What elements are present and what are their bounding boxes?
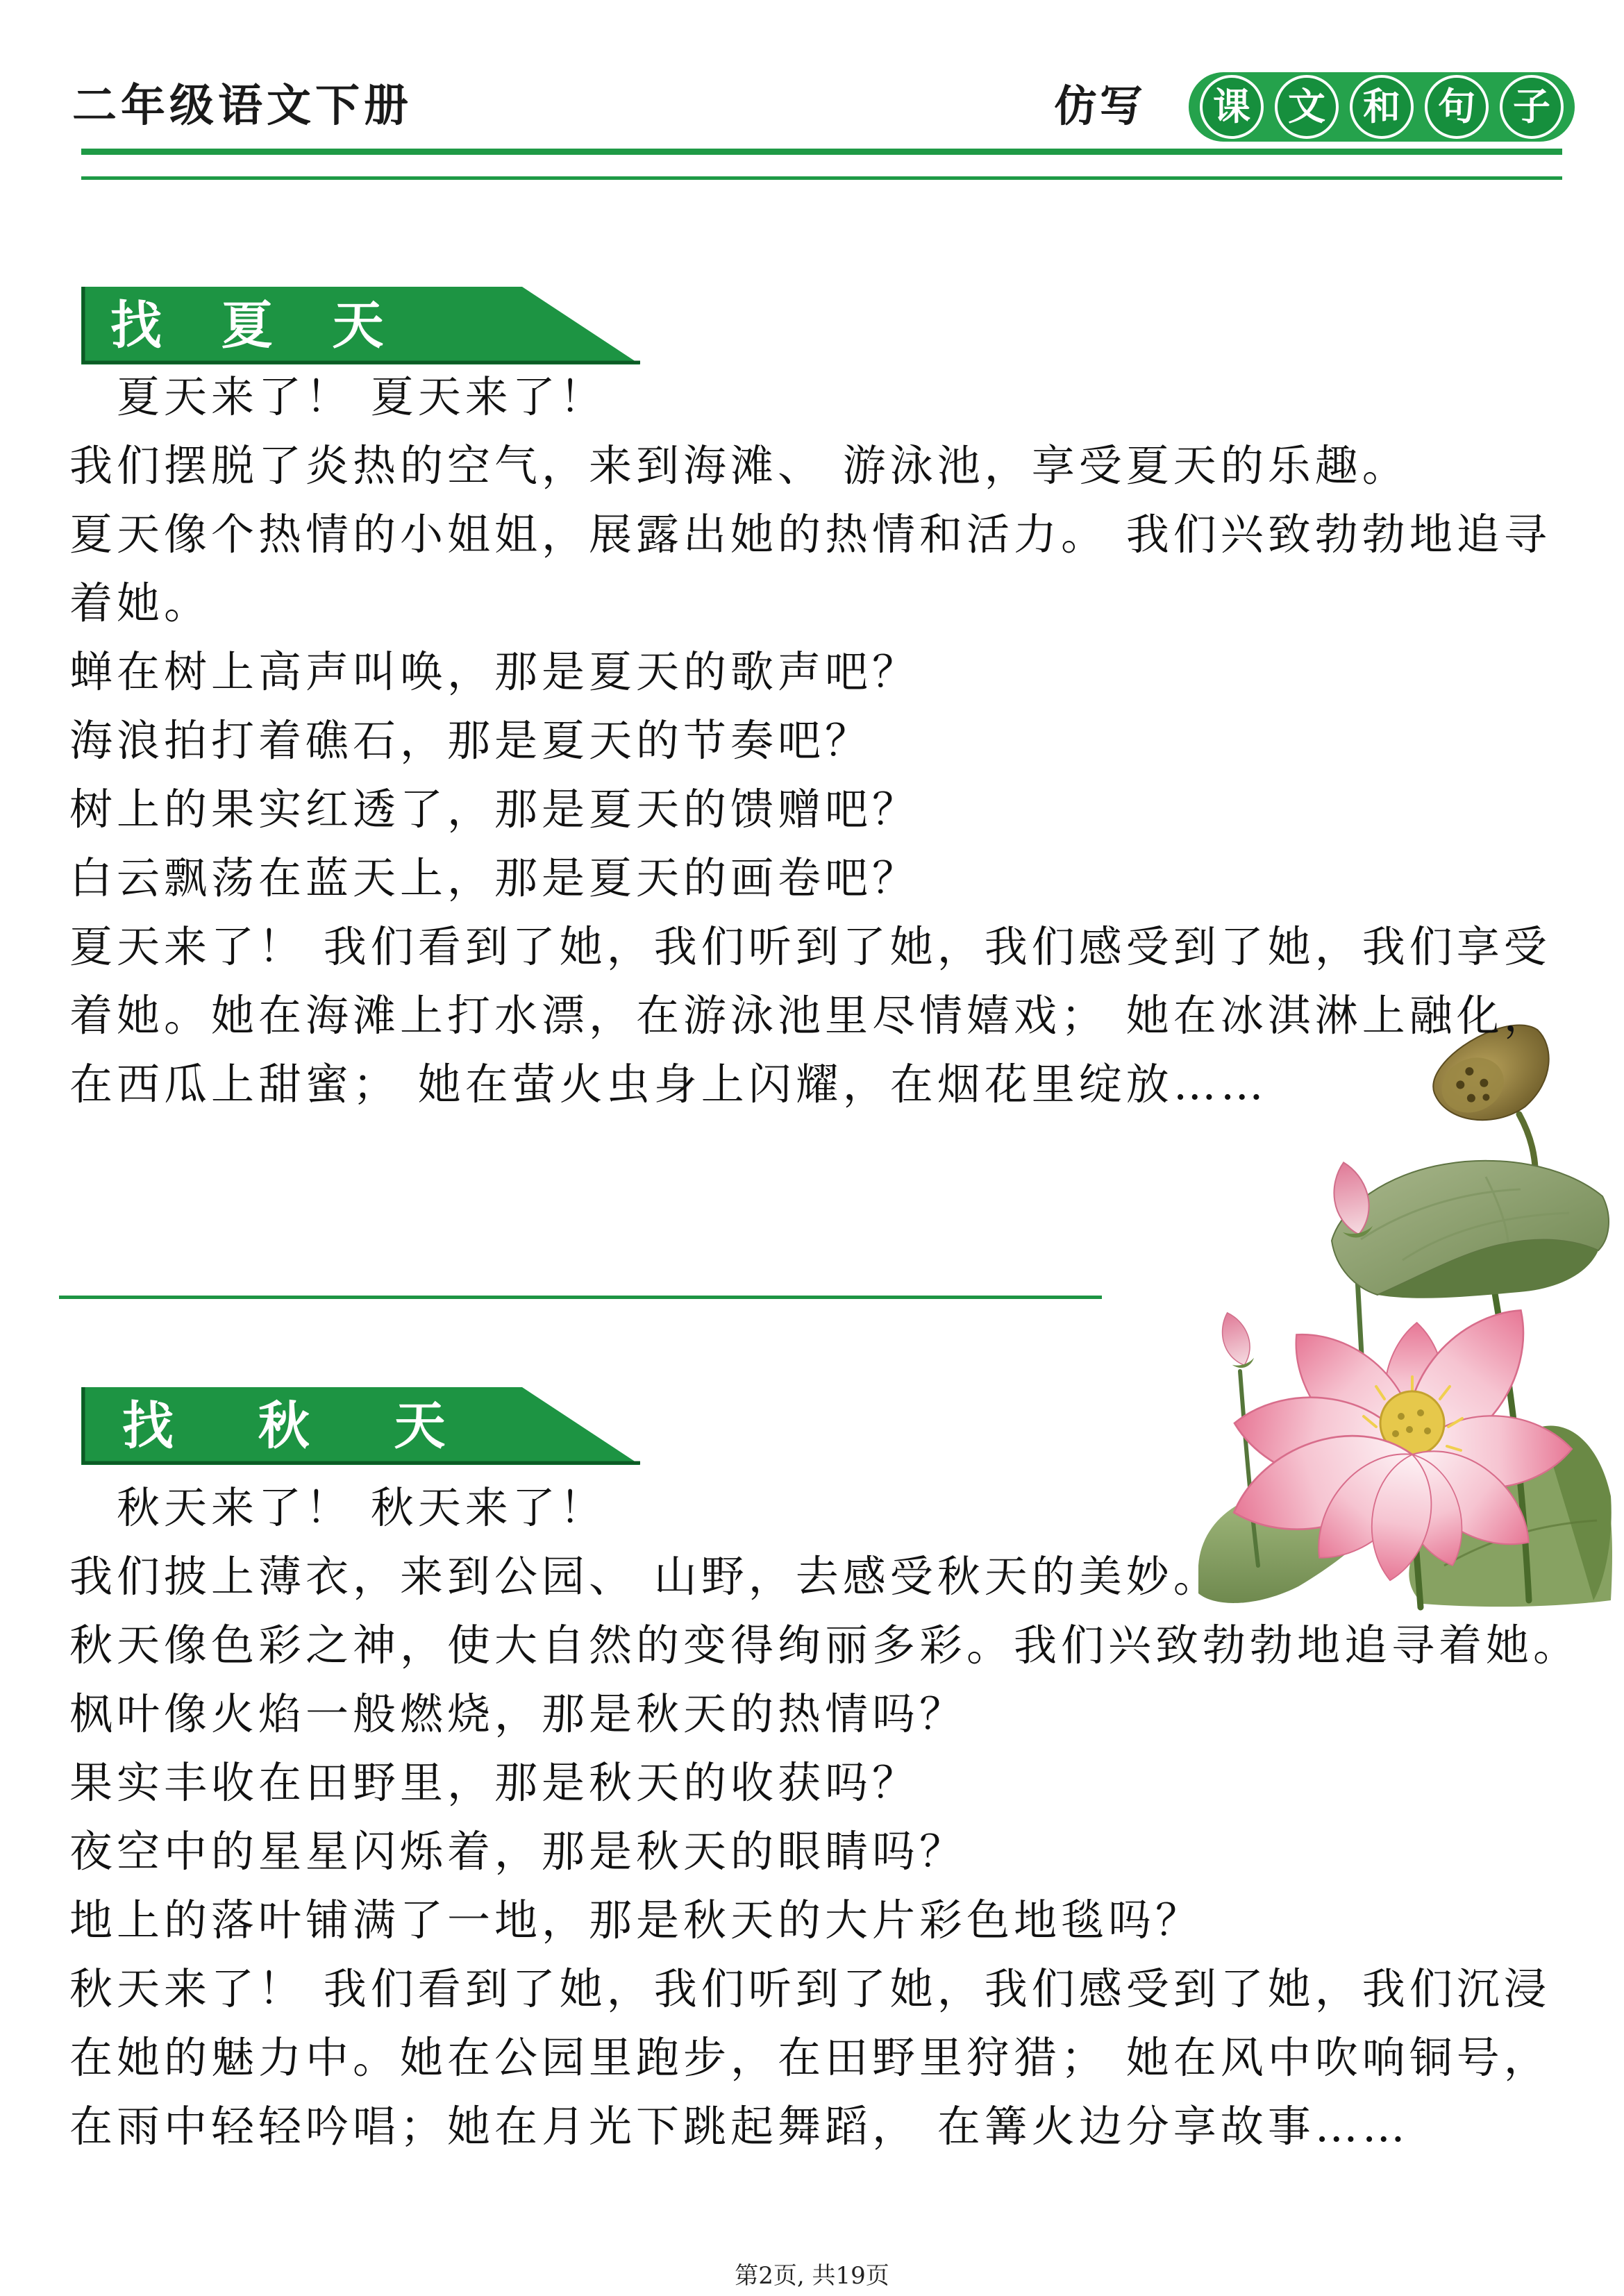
- section-paragraph: 白云飘荡在蓝天上，那是夏天的画卷吧？: [69, 853, 920, 903]
- section-divider: [59, 1296, 1102, 1299]
- section-paragraph: 我们摆脱了炎热的空气，来到海滩、 游泳池，享受夏天的乐趣。: [69, 440, 1409, 491]
- badge-char: 课: [1200, 75, 1264, 139]
- section-body-autumn: [69, 1473, 1583, 2161]
- topic-badge: [1189, 72, 1575, 142]
- section-body-summer: [69, 362, 1583, 1118]
- badge-char: 文: [1275, 75, 1339, 139]
- section-paragraph: 秋天像色彩之神，使大自然的变得绚丽多彩。我们兴致勃勃地追寻着她。: [69, 1620, 1581, 1670]
- section-paragraph: 夏天像个热情的小姐姐，展露出她的热情和活力。 我们兴致勃勃地追寻着她。: [69, 509, 1551, 628]
- section-title: 找 夏 天: [110, 296, 405, 355]
- header-rule-thick: [81, 149, 1562, 155]
- section-paragraph: 夜空中的星星闪烁着，那是秋天的眼睛吗？: [69, 1826, 967, 1877]
- header-rule-thin: [81, 176, 1562, 180]
- exercise-type: 仿写: [1054, 81, 1146, 131]
- badge-char: 句: [1425, 75, 1489, 139]
- page-number: 第2页, 共19页: [735, 2262, 889, 2290]
- lotus-leaf-upper: [1332, 1161, 1609, 1298]
- section-paragraph: 蝉在树上高声叫唤，那是夏天的歌声吧？: [69, 646, 920, 697]
- section-paragraph: 树上的果实红透了，那是夏天的馈赠吧？: [69, 784, 920, 835]
- badge-char: 子: [1500, 75, 1564, 139]
- section-banner-summer: [81, 287, 644, 364]
- section-paragraph: 果实丰收在田野里，那是秋天的收获吗？: [69, 1757, 920, 1808]
- section-paragraph: 枫叶像火焰一般燃烧，那是秋天的热情吗？: [69, 1689, 967, 1739]
- section-paragraph: 夏天来了！ 我们看到了她，我们听到了她，我们感受到了她，我们享受着她。她在海滩上打水漂，在游泳池里尽情嬉戏； 她在冰淇淋上融化，在西瓜上甜蜜； 她在萤火虫身上闪耀，在烟花里绽放……: [69, 921, 1551, 1109]
- badge-char: 和: [1350, 75, 1414, 139]
- grade-title: 二年级语文下册: [72, 81, 412, 132]
- section-title: 找 秋 天: [122, 1396, 479, 1456]
- section-paragraph: 地上的落叶铺满了一地，那是秋天的大片彩色地毯吗？: [69, 1895, 1203, 1945]
- section-paragraph: 夏天来了！ 夏天来了！: [117, 371, 607, 422]
- section-banner-autumn: [81, 1387, 644, 1465]
- section-paragraph: 我们披上薄衣，来到公园、 山野，去感受秋天的美妙。: [69, 1551, 1221, 1602]
- section-paragraph: 秋天来了！ 我们看到了她，我们听到了她，我们感受到了她，我们沉浸在她的魅力中。她在公园里跑步，在田野里狩猎； 她在风中吹响铜号，在雨中轻轻吟唱；她在月光下跳起舞蹈， 在篝火边分享故事……: [69, 1963, 1551, 2152]
- section-paragraph: 海浪拍打着礁石，那是夏天的节奏吧？: [69, 715, 873, 766]
- section-paragraph: 秋天来了！ 秋天来了！: [117, 1482, 607, 1533]
- lotus-bud-left: [1215, 1309, 1257, 1371]
